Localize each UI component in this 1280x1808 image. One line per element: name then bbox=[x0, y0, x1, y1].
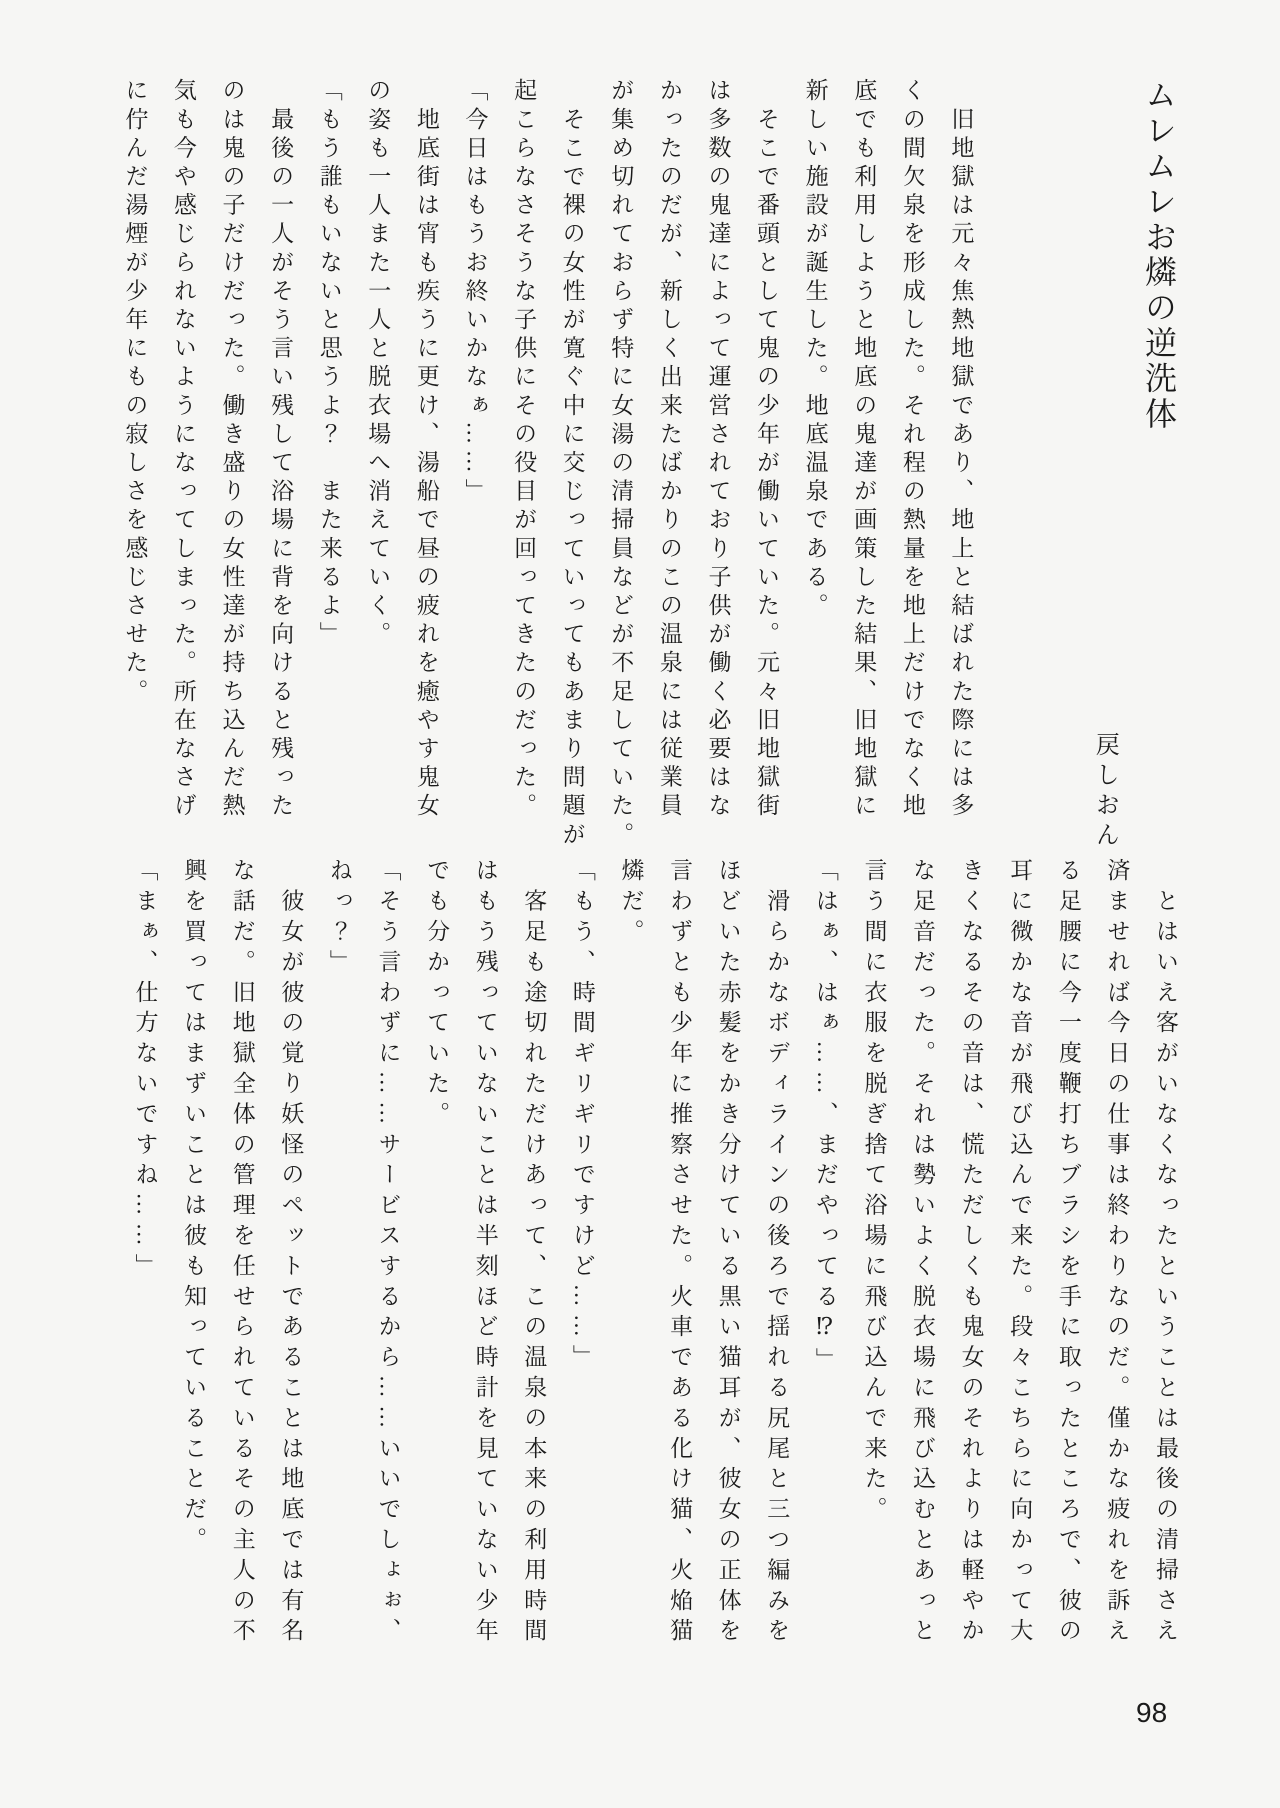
text-column: 「もう誰もいないと思うよ？ また来るよ」 bbox=[316, 78, 342, 650]
text-column: でも分かっていた。 bbox=[424, 858, 450, 1132]
text-column: 「はぁ、はぁ……、まだやってる⁉」 bbox=[812, 858, 838, 1378]
text-column: くの間欠泉を形成した。それ程の熱量を地上だけでなく地 bbox=[899, 78, 925, 822]
text-column: そこで番頭として鬼の少年が働いていた。元々旧地獄街 bbox=[754, 78, 780, 822]
author-name: 戻しおん bbox=[1091, 732, 1118, 852]
text-column: 旧地獄は元々焦熱地獄であり、地上と結ばれた際には多 bbox=[948, 78, 974, 822]
text-column: 燐だ。 bbox=[618, 858, 644, 950]
text-column: 興を買ってはまずいことは彼も知っていることだ。 bbox=[181, 858, 207, 1558]
text-column: ほどいた赤髪をかき分けている黒い猫耳が、彼女の正体を bbox=[715, 858, 741, 1649]
text-column: 客足も途切れただけあって、この温泉の本来の利用時間 bbox=[521, 858, 547, 1649]
text-column: の姿も一人また一人と脱衣場へ消えていく。 bbox=[365, 78, 391, 650]
text-column: 滑らかなボディラインの後ろで揺れる尻尾と三つ編みを bbox=[764, 858, 790, 1649]
text-column: 彼女が彼の覚り妖怪のペットであることは地底では有名 bbox=[278, 858, 304, 1649]
text-column: 「そう言わずに……サービスするから……いいでしょぉ、 bbox=[375, 858, 401, 1649]
text-column: のは鬼の子だけだった。働き盛りの女性達が持ち込んだ熱 bbox=[219, 78, 245, 822]
text-column: そこで裸の女性が寛ぐ中に交じっていってもあまり問題が bbox=[559, 78, 585, 851]
text-column: に佇んだ湯煙が少年にもの寂しさを感じさせた。 bbox=[122, 78, 148, 708]
text-column: かったのだが、新しく出来たばかりのこの温泉には従業員 bbox=[656, 78, 682, 822]
text-column: 底でも利用しようと地底の鬼達が画策した結果、旧地獄に bbox=[851, 78, 877, 822]
text-column: 言う間に衣服を脱ぎ捨て浴場に飛び込んで来た。 bbox=[861, 858, 887, 1527]
story-title: ムレムレお燐の逆洗体 bbox=[1141, 78, 1177, 432]
text-column: が集め切れておらず特に女湯の清掃員などが不足していた。 bbox=[608, 78, 634, 851]
upper-text-block bbox=[98, 78, 1177, 852]
text-column: きくなるその音は、慌ただしくも鬼女のそれよりは軽やか bbox=[958, 858, 984, 1649]
text-column: る足腰に今一度鞭打ちブラシを手に取ったところで、彼の bbox=[1055, 858, 1081, 1649]
text-column: 言わずとも少年に推察させた。火車である化け猫、火焔猫 bbox=[667, 858, 693, 1649]
text-column: 耳に微かな音が飛び込んで来た。段々こちらに向かって大 bbox=[1007, 858, 1033, 1649]
text-column: ねっ？」 bbox=[326, 858, 352, 980]
page-number: 98 bbox=[1136, 1697, 1168, 1728]
text-column: 「もう、時間ギリギリですけど……」 bbox=[569, 858, 595, 1375]
text-column: 起こらなさそうな子供にその役目が回ってきたのだった。 bbox=[511, 78, 537, 822]
text-column: 済ませれば今日の仕事は終わりなのだ。僅かな疲れを訴え bbox=[1104, 858, 1130, 1649]
text-column: とはいえ客がいなくなったということは最後の清掃さえ bbox=[1153, 858, 1178, 1649]
text-column: 地底街は宵も疾うに更け、湯船で昼の疲れを癒やす鬼女 bbox=[413, 78, 439, 822]
text-column: 最後の一人がそう言い残して浴場に背を向けると残った bbox=[268, 78, 294, 822]
text-column: は多数の鬼達によって運営されており子供が働く必要はな bbox=[705, 78, 731, 822]
text-column: 「今日はもうお終いかなぁ……」 bbox=[462, 78, 488, 507]
lower-text-block bbox=[108, 858, 1177, 1652]
text-column: 新しい施設が誕生した。地底温泉である。 bbox=[802, 78, 828, 622]
text-column: はもう残っていないことは半刻ほど時計を見ていない少年 bbox=[472, 858, 498, 1649]
text-column: 気も今や感じられないようになってしまった。所在なさげ bbox=[170, 78, 196, 822]
text-column: 「まぁ、仕方ないですね……」 bbox=[132, 858, 158, 1284]
text-column: な話だ。旧地獄全体の管理を任せられているその主人の不 bbox=[229, 858, 255, 1649]
text-column: な足音だった。それは勢いよく脱衣場に飛び込むとあっと bbox=[910, 858, 936, 1649]
